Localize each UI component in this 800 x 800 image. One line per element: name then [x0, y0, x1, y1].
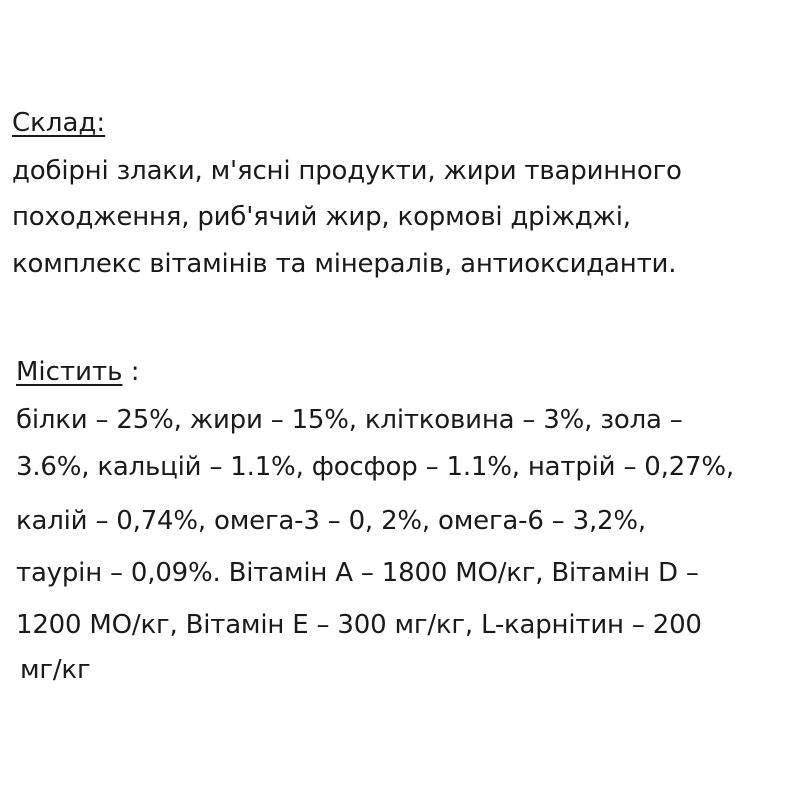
contains-line: 1200 МО/кг, Вітамін Е – 300 мг/кг, L-карнітин – 200 [16, 610, 702, 640]
contains-heading [16, 357, 140, 387]
composition-line: добірні злаки, м'ясні продукти, жири тваринного [12, 156, 682, 186]
contains-line: 3.6%, кальцій – 1.1%, фосфор – 1.1%, натрій – 0,27%, [16, 452, 734, 482]
composition-line: комплекс вітамінів та мінералів, антиоксиданти. [12, 249, 677, 279]
composition-heading-text: Склад: [12, 108, 106, 138]
contains-line: білки – 25%, жири – 15%, клітковина – 3%, зола – [16, 405, 683, 435]
contains-line: калій – 0,74%, омега-3 – 0, 2%, омега-6 – 3,2%, [16, 506, 646, 536]
contains-heading-text: Містить [16, 357, 123, 387]
contains-line: мг/кг [20, 655, 91, 685]
contains-heading-suffix: : [122, 357, 140, 387]
composition-line: походження, риб'ячий жир, кормові дріжджі, [12, 202, 631, 232]
composition-heading [12, 108, 105, 138]
contains-line: таурін – 0,09%. Вітамін А – 1800 МО/кг, Вітамін D – [16, 558, 699, 588]
